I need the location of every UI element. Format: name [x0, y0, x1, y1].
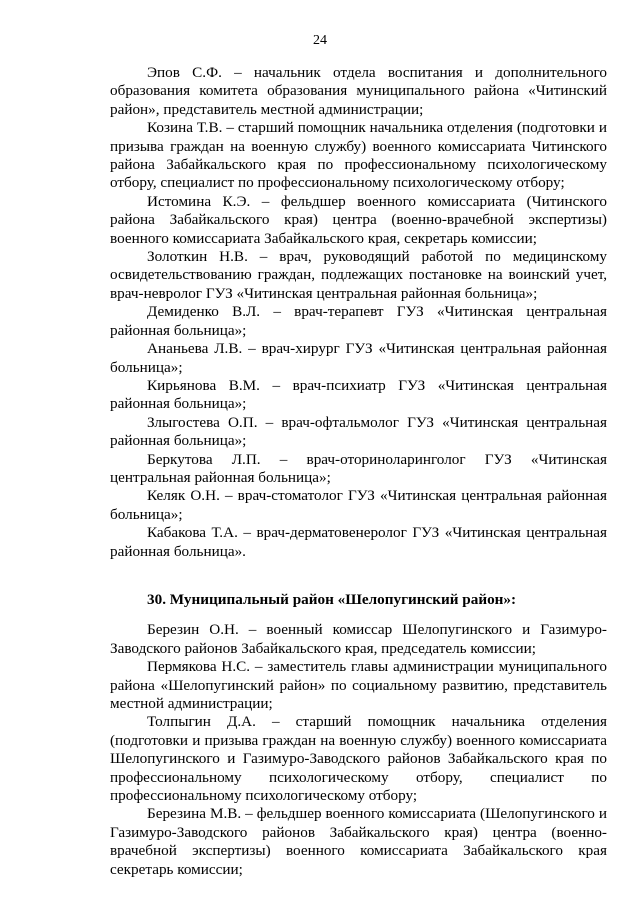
page-content — [110, 64, 607, 879]
commission-members-list — [110, 64, 607, 561]
member-entry: Козина Т.В. – старший помощник начальника отделения (подготовки и призыва граждан на военную службу) военного комиссариата Читинского района Забайкальского края по профессиональному психологическому отбору, специалист по профессиональному психологическому отбору; — [110, 119, 607, 192]
member-entry: Березина М.В. – фельдшер военного комиссариата (Шелопугинского и Газимуро-Заводского районов Забайкальского края) центра (военно-врачебной экспертизы) военного комиссариата Забайкальского края секретарь комиссии; — [110, 805, 607, 878]
member-entry: Толпыгин Д.А. – старший помощник начальника отделения (подготовки и призыва граждан на военную службу) военного комиссариата Шелопугинского и Газимуро-Заводского районов Забайкальского края по профессиональному психологическому отбору, специалист по профессиональному психологическому отбору; — [110, 713, 607, 805]
member-entry: Кирьянова В.М. – врач-психиатр ГУЗ «Читинская центральная районная больница»; — [110, 376, 607, 413]
member-entry: Эпов С.Ф. – начальник отдела воспитания и дополнительного образования комитета образования муниципального района «Читинский район», представитель местной администрации; — [110, 64, 607, 118]
member-entry: Беркутова Л.П. – врач-оториноларинголог ГУЗ «Читинская центральная районная больница»; — [110, 450, 607, 486]
member-entry: Келяк О.Н. – врач-стоматолог ГУЗ «Читинская центральная районная больница»; — [110, 487, 607, 523]
member-entry: Пермякова Н.С. – заместитель главы администрации муниципального района «Шелопугинский район» по социальному развитию, представитель местной администрации; — [110, 658, 607, 712]
member-entry: Ананьева Л.В. – врач-хирург ГУЗ «Читинская центральная районная больница»; — [110, 340, 607, 376]
member-entry: Кабакова Т.А. – врач-дерматовенеролог ГУЗ «Читинская центральная районная больница». — [110, 524, 607, 560]
member-entry: Злыгостева О.П. – врач-офтальмолог ГУЗ «Читинская центральная районная больница»; — [110, 413, 607, 450]
member-entry: Демиденко В.Л. – врач-терапевт ГУЗ «Читинская центральная районная больница»; — [110, 303, 607, 339]
member-entry: Золоткин Н.В. – врач, руководящий работой по медицинскому освидетельствованию граждан, подлежащих постановке на воинский учет, врач-невролог ГУЗ «Читинская центральная районная больница»; — [110, 248, 607, 302]
member-entry: Истомина К.Э. – фельдшер военного комиссариата (Читинского района Забайкальского края) центра (военно-врачебной экспертизы) военного комиссариата Забайкальского края, секретарь комиссии; — [110, 192, 607, 247]
page-number: 24 — [313, 33, 327, 48]
section-30-members-list — [110, 621, 607, 879]
section-heading: 30. Муниципальный район «Шелопугинский район»: — [147, 590, 517, 608]
member-entry: Березин О.Н. – военный комиссар Шелопугинского и Газимуро-Заводского районов Забайкальского края, председатель комиссии; — [110, 621, 607, 657]
